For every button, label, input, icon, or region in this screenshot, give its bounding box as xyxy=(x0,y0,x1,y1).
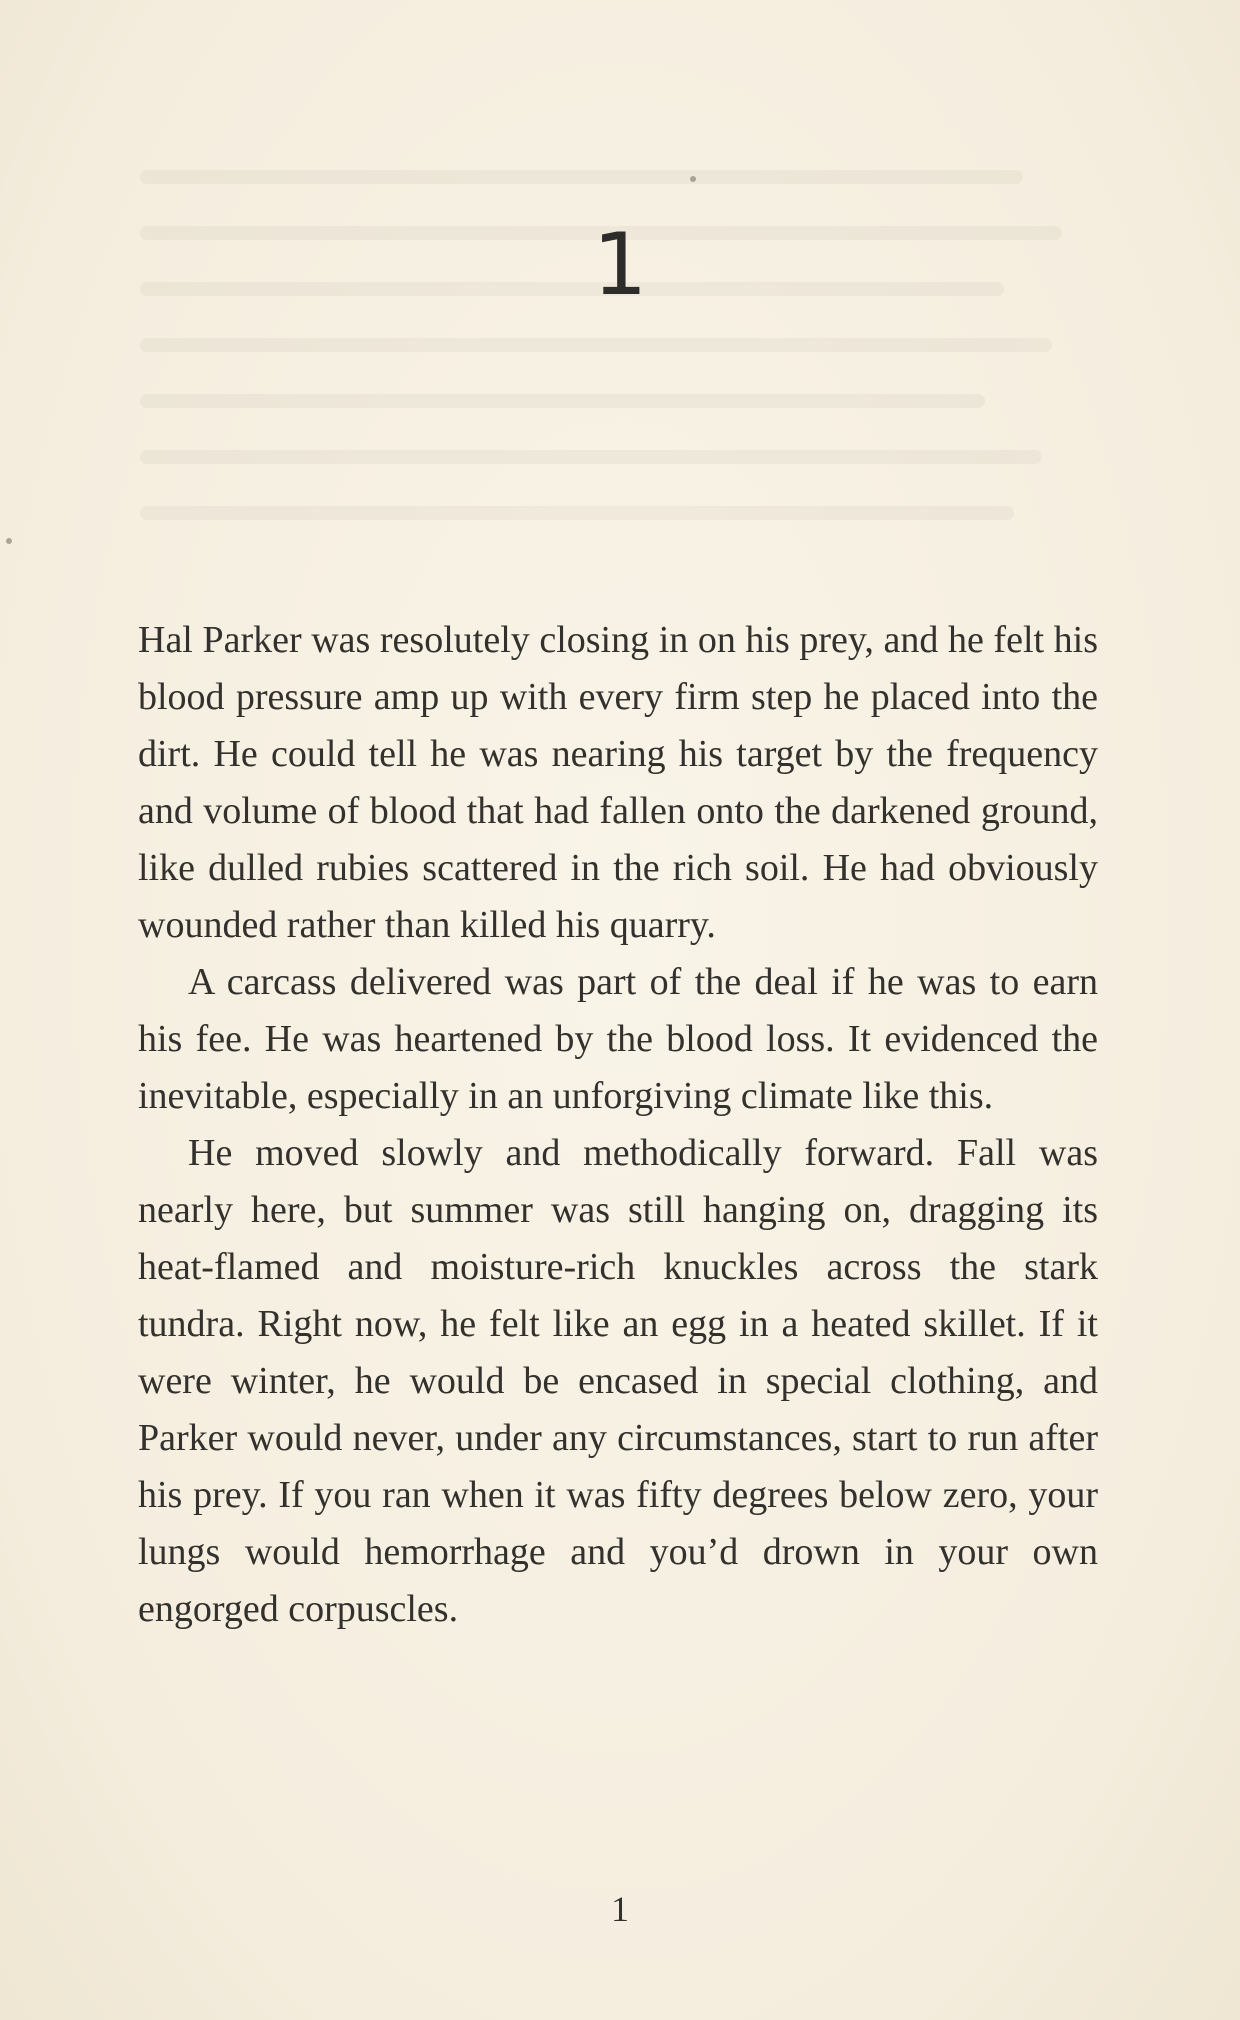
paragraph: He moved slowly and methodically forward. Fall was nearly here, but summer was still hanging on, dragging its heat-flamed and moisture-rich knuckles across the stark tundra. Right now, he felt like an egg in a heated skillet. If it were winter, he would be encased in special clothing, and Parker would never, under any circumstances, start to run after his prey. If you ran when it was fifty degrees below zero, your lungs would hemorrhage and you’d drown in your own engorged corpuscles. xyxy=(138,1132,1098,1630)
paragraph: A carcass delivered was part of the deal if he was to earn his fee. He was heartened by the blood loss. It evidenced the inevitable, especially in an unforgiving climate like this. xyxy=(138,961,1098,1117)
chapter-number: 1 xyxy=(592,215,648,315)
page-number: 1 xyxy=(611,1889,629,1929)
paper-speck xyxy=(690,176,696,182)
paragraph: Hal Parker was resolutely closing in on his prey, and he felt his blood pressure amp up with every firm step he placed into the dirt. He could tell he was nearing his target by the frequency and volume of blood that had fallen onto the darkened ground, like dulled rubies scattered in the rich soil. He had obviously wounded rather than killed his quarry. xyxy=(138,619,1098,946)
paper-speck xyxy=(6,538,12,544)
chapter-body xyxy=(138,612,1098,1638)
